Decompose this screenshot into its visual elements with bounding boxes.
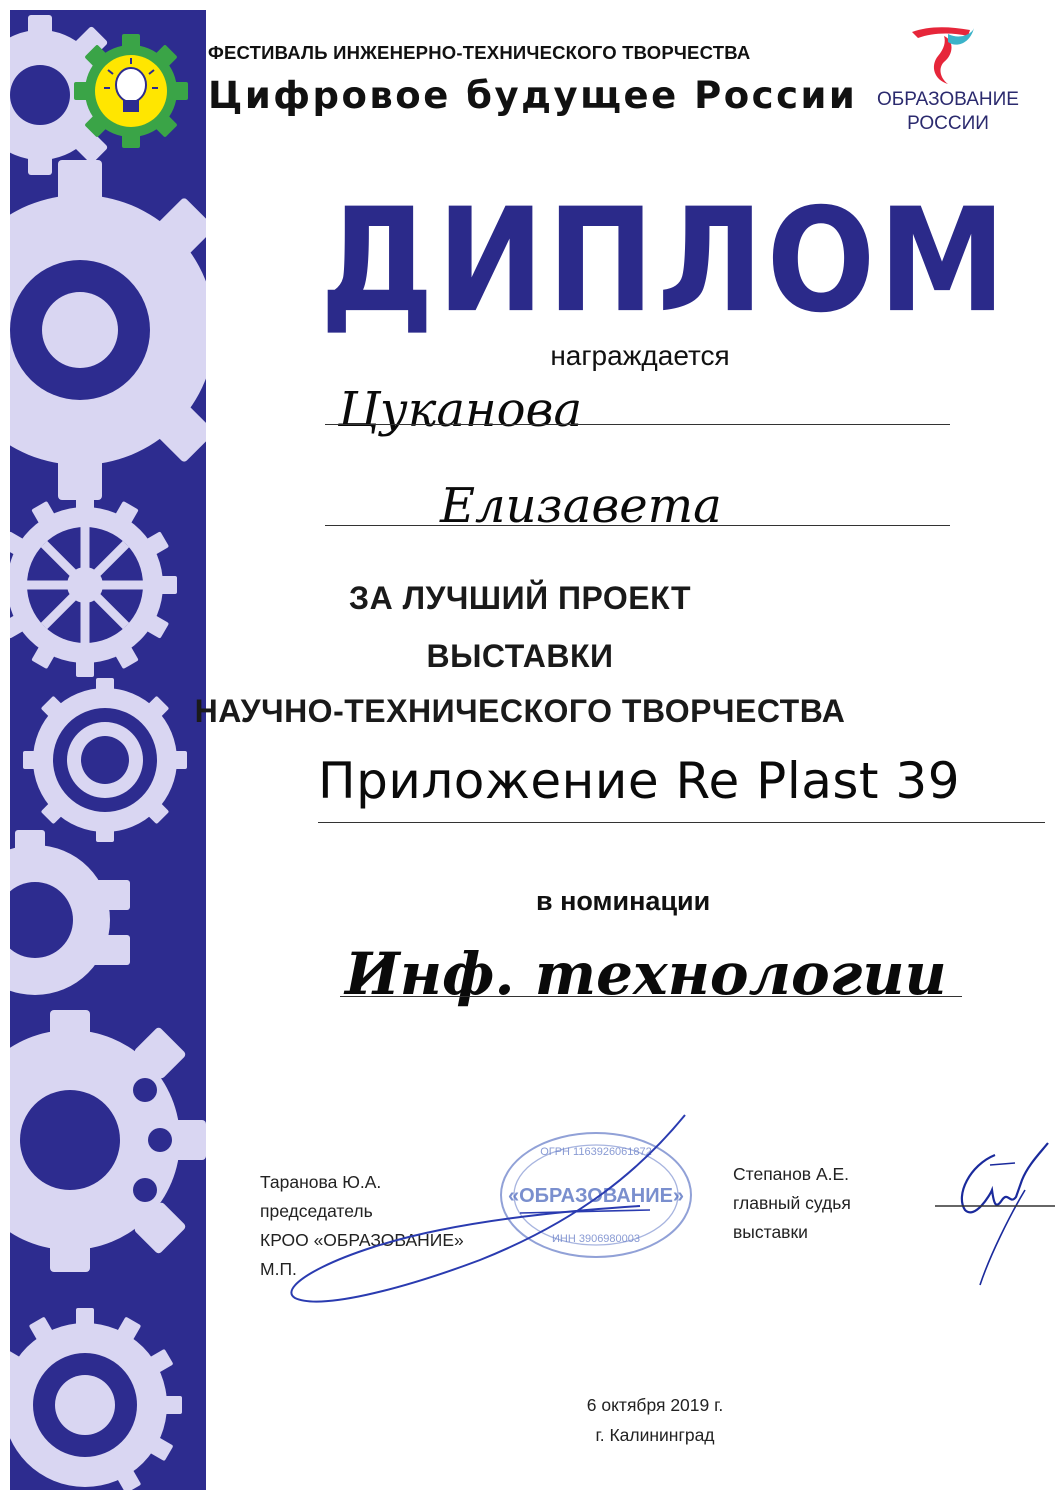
stamp-ogrn: ОГРН 1163926061872 [540, 1146, 652, 1158]
project-title: Приложение Re Plast 39 [318, 752, 961, 810]
project-underline [318, 822, 1045, 823]
gear-icon [10, 493, 177, 677]
education-russia-logo-icon [908, 22, 978, 88]
gears-illustration [10, 10, 206, 1490]
right-signatory [733, 1160, 851, 1247]
name-underline [325, 525, 950, 526]
left-signatory-mp: М.П. [260, 1259, 297, 1279]
festival-title: ФЕСТИВАЛЬ ИНЖЕНЕРНО-ТЕХНИЧЕСКОГО ТВОРЧЕСТВА [208, 42, 751, 63]
stamp-org: «ОБРАЗОВАНИЕ» [507, 1185, 685, 1207]
surname-underline [325, 424, 950, 425]
left-signatory-role1: председатель [260, 1201, 373, 1221]
edu-logo-line1: ОБРАЗОВАНИЕ [877, 89, 1019, 110]
gear-icon [10, 830, 130, 995]
issue-city: г. Калининград [595, 1425, 715, 1445]
gear-icon [10, 1308, 182, 1490]
awarded-label: награждается [550, 340, 730, 371]
nomination-label: в номинации [536, 886, 711, 916]
right-signatory-role2: выставки [733, 1222, 808, 1242]
award-reason-line1: ЗА ЛУЧШИЙ ПРОЕКТ [349, 580, 691, 616]
left-signatory-role2: КРОО «ОБРАЗОВАНИЕ» [260, 1230, 464, 1250]
right-signatory-role1: главный судья [733, 1193, 851, 1213]
left-signatory-name: Таранова Ю.А. [260, 1172, 382, 1192]
education-russia-logo-text [858, 88, 1038, 136]
diploma-title: ДИПЛОМ [320, 178, 1009, 345]
left-signature-icon [280, 1110, 700, 1320]
decorative-gear-band [10, 10, 206, 1490]
gear-icon [10, 1010, 206, 1272]
recipient-name: Елизавета [440, 478, 722, 534]
award-reason-line3: НАУЧНО-ТЕХНИЧЕСКОГО ТВОРЧЕСТВА [194, 693, 846, 729]
gear-icon [23, 678, 187, 842]
award-reason-line2: ВЫСТАВКИ [426, 638, 614, 674]
stamp-inn: ИНН 3906980003 [551, 1233, 641, 1245]
nomination-underline [340, 996, 962, 997]
edu-logo-line2: РОССИИ [907, 113, 989, 134]
footer [560, 1390, 750, 1450]
recipient-surname: Цуканова [338, 382, 583, 438]
festival-logo-icon [70, 30, 192, 152]
right-signatory-name: Степанов А.Е. [733, 1164, 850, 1184]
right-signature-icon [930, 1135, 1055, 1290]
gear-icon [10, 160, 206, 500]
nomination-value: Инф. технологии [345, 940, 947, 1008]
issue-date: 6 октября 2019 г. [586, 1395, 724, 1415]
festival-subtitle: Цифровое будущее России [208, 74, 858, 117]
